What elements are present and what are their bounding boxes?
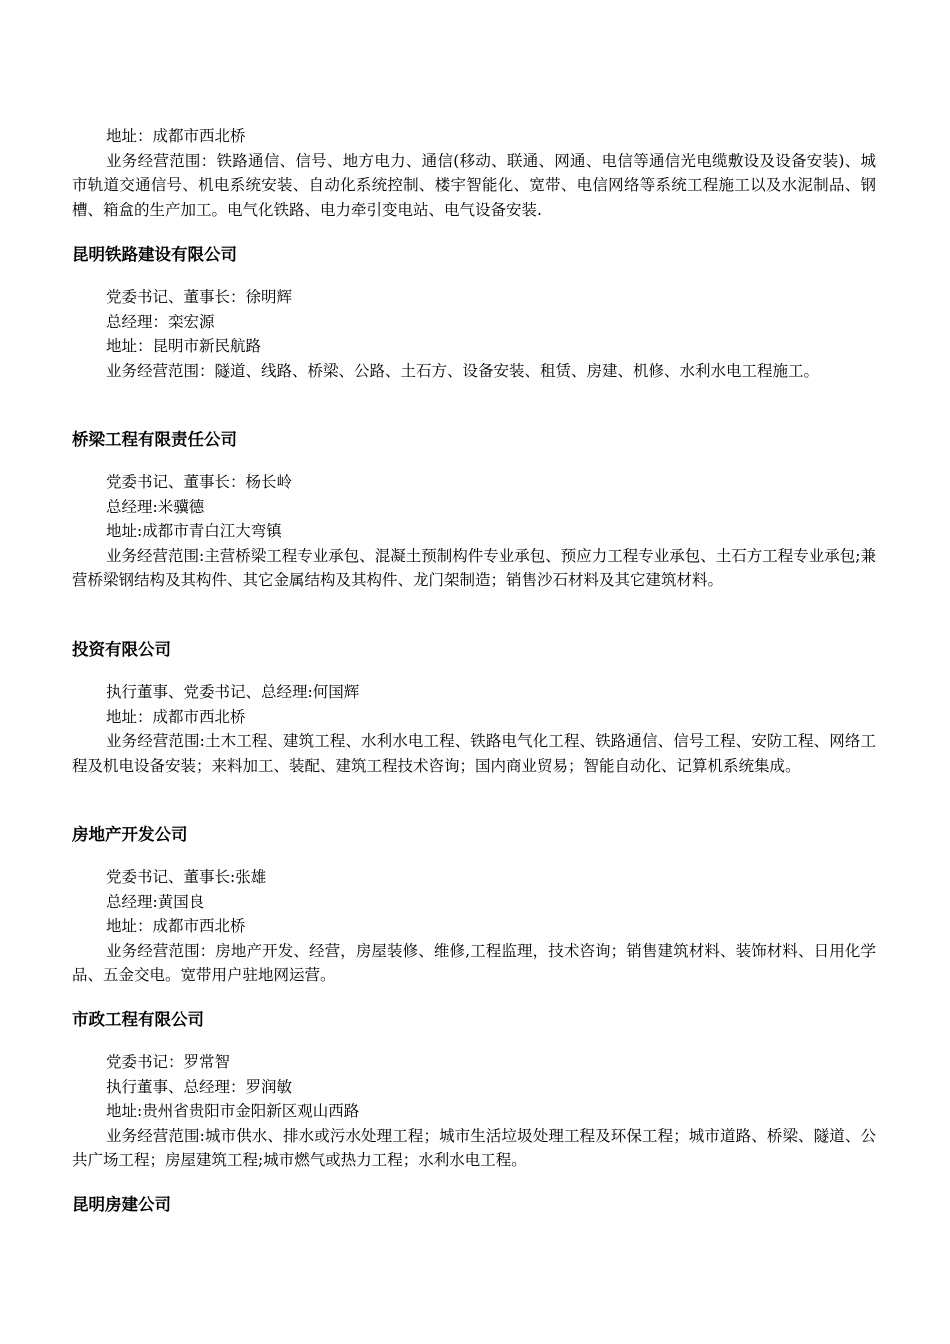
company-title: 昆明铁路建设有限公司	[72, 245, 237, 264]
detail-line: 地址：昆明市新民航路	[106, 337, 262, 355]
detail-line: 党委书记、董事长：杨长岭	[106, 473, 293, 491]
company-details	[72, 285, 876, 383]
company-title: 投资有限公司	[72, 640, 171, 659]
company-title: 房地产开发公司	[72, 825, 188, 844]
detail-line: 党委书记、董事长:张雄	[106, 868, 267, 886]
intro-section	[72, 124, 876, 222]
company-title: 昆明房建公司	[72, 1195, 171, 1214]
detail-line: 业务经营范围：隧道、线路、桥梁、公路、土石方、设备安装、租赁、房建、机修、水利水电工程施工。	[106, 361, 820, 380]
intro-scope: 业务经营范围：铁路通信、信号、地方电力、通信(移动、联通、网通、电信等通信光电缆敷设及设备安装)、城市轨道交通信号、机电系统安装、自动化系统控制、楼宇智能化、宽带、电信网络等系统工程施工以及水泥制品、钢槽、箱盒的生产加工。电气化铁路、电力牵引变电站、电气设备安装.	[72, 151, 876, 219]
detail-line: 地址:成都市青白江大弯镇	[106, 522, 282, 540]
detail-line: 业务经营范围:土木工程、建筑工程、水利水电工程、铁路电气化工程、铁路通信、信号工程、安防工程、网络工程及机电设备安装；来料加工、装配、建筑工程技术咨询；国内商业贸易；智能自动化、记算机系统集成。	[72, 732, 876, 775]
detail-line: 总经理：栾宏源	[106, 312, 215, 331]
detail-line: 总经理:米骥德	[106, 497, 205, 516]
detail-line: 执行董事、总经理：罗润敏	[106, 1077, 293, 1096]
intro-address: 地址：成都市西北桥	[106, 127, 246, 145]
company-title: 市政工程有限公司	[72, 1010, 204, 1029]
detail-line: 地址:贵州省贵阳市金阳新区观山西路	[106, 1102, 360, 1120]
detail-line: 执行董事、党委书记、总经理:何国辉	[106, 683, 360, 701]
detail-line: 业务经营范围:城市供水、排水或污水处理工程；城市生活垃圾处理工程及环保工程；城市道路、桥梁、隧道、公共广场工程；房屋建筑工程;城市燃气或热力工程；水利水电工程。	[72, 1126, 876, 1169]
detail-line: 总经理:黄国良	[106, 892, 205, 911]
company-details	[72, 680, 876, 778]
company-details	[72, 865, 876, 988]
detail-line: 党委书记：罗常智	[106, 1053, 231, 1071]
detail-line: 地址：成都市西北桥	[106, 917, 246, 935]
detail-line: 地址：成都市西北桥	[106, 707, 246, 726]
company-title: 桥梁工程有限责任公司	[72, 430, 237, 449]
detail-line: 业务经营范围：房地产开发、经营，房屋装修、维修,工程监理，技术咨询；销售建筑材料、装饰材料、日用化学品、五金交电。宽带用户驻地网运营。	[72, 941, 876, 984]
company-details	[72, 470, 876, 593]
detail-line: 业务经营范围:主营桥梁工程专业承包、混凝土预制构件专业承包、预应力工程专业承包、土石方工程专业承包;兼营桥梁钢结构及其构件、其它金属结构及其构件、龙门架制造；销售沙石材料及其它建筑材料。	[72, 546, 876, 589]
detail-line: 党委书记、董事长：徐明辉	[106, 288, 293, 306]
company-details	[72, 1050, 876, 1173]
